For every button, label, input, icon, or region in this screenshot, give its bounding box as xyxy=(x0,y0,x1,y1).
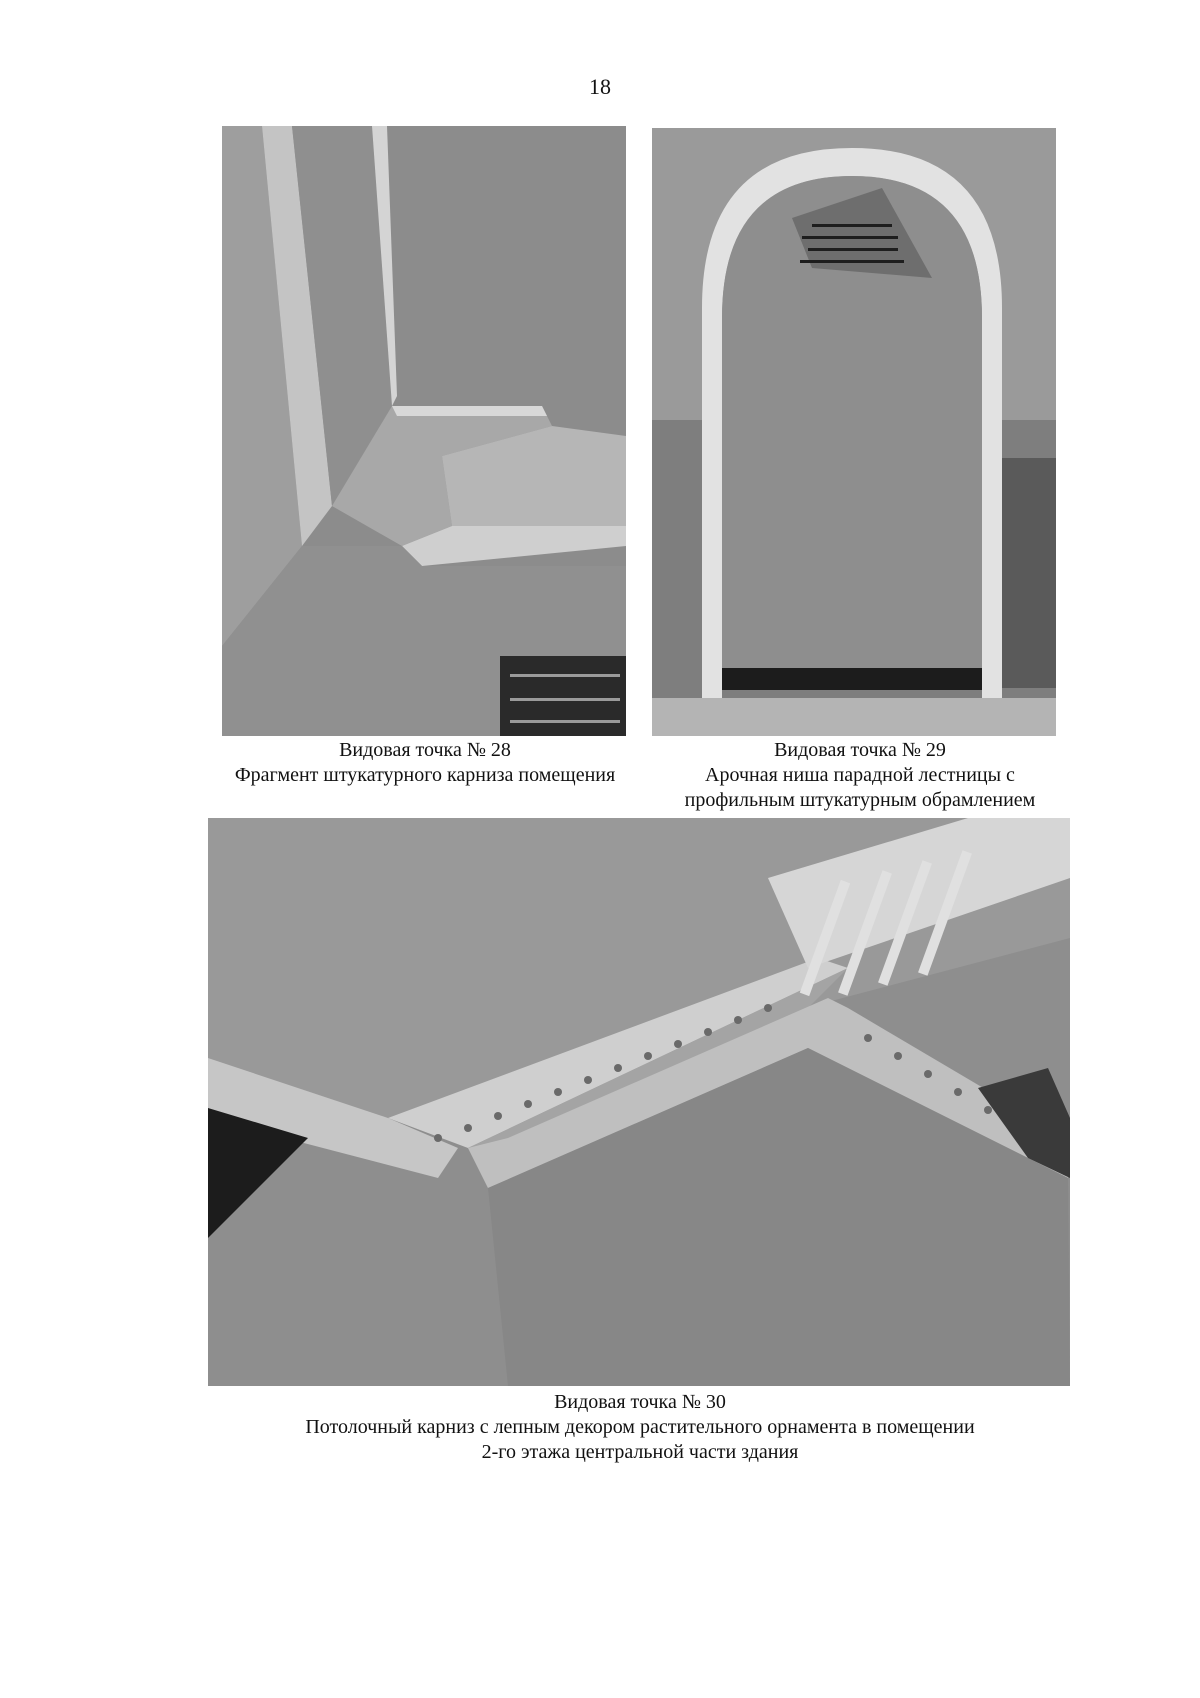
arched-niche-image xyxy=(652,128,1056,736)
caption-line: 2-го этажа центральной части здания xyxy=(481,1441,799,1463)
cornice-fragment-image xyxy=(222,126,626,736)
page-number: 18 xyxy=(589,74,611,99)
caption-title: Видовая точка № 28 xyxy=(339,739,511,761)
photo-viewpoint-28 xyxy=(222,126,626,736)
caption-title: Видовая точка № 30 xyxy=(554,1391,726,1413)
photo-viewpoint-30 xyxy=(208,818,1070,1386)
caption-line: Потолочный карниз с лепным декором растительного орнамента в помещении xyxy=(305,1416,975,1438)
caption-viewpoint-29 xyxy=(630,738,1090,813)
caption-viewpoint-28 xyxy=(180,738,670,788)
caption-line: Фрагмент штукатурного карниза помещения xyxy=(234,764,616,786)
caption-viewpoint-30 xyxy=(200,1390,1080,1465)
ceiling-cornice-image xyxy=(208,818,1070,1386)
caption-line: профильным штукатурным обрамлением xyxy=(684,789,1036,811)
caption-line: Арочная ниша парадной лестницы с xyxy=(705,764,1015,786)
caption-title: Видовая точка № 29 xyxy=(774,739,946,761)
photo-viewpoint-29 xyxy=(652,128,1056,736)
